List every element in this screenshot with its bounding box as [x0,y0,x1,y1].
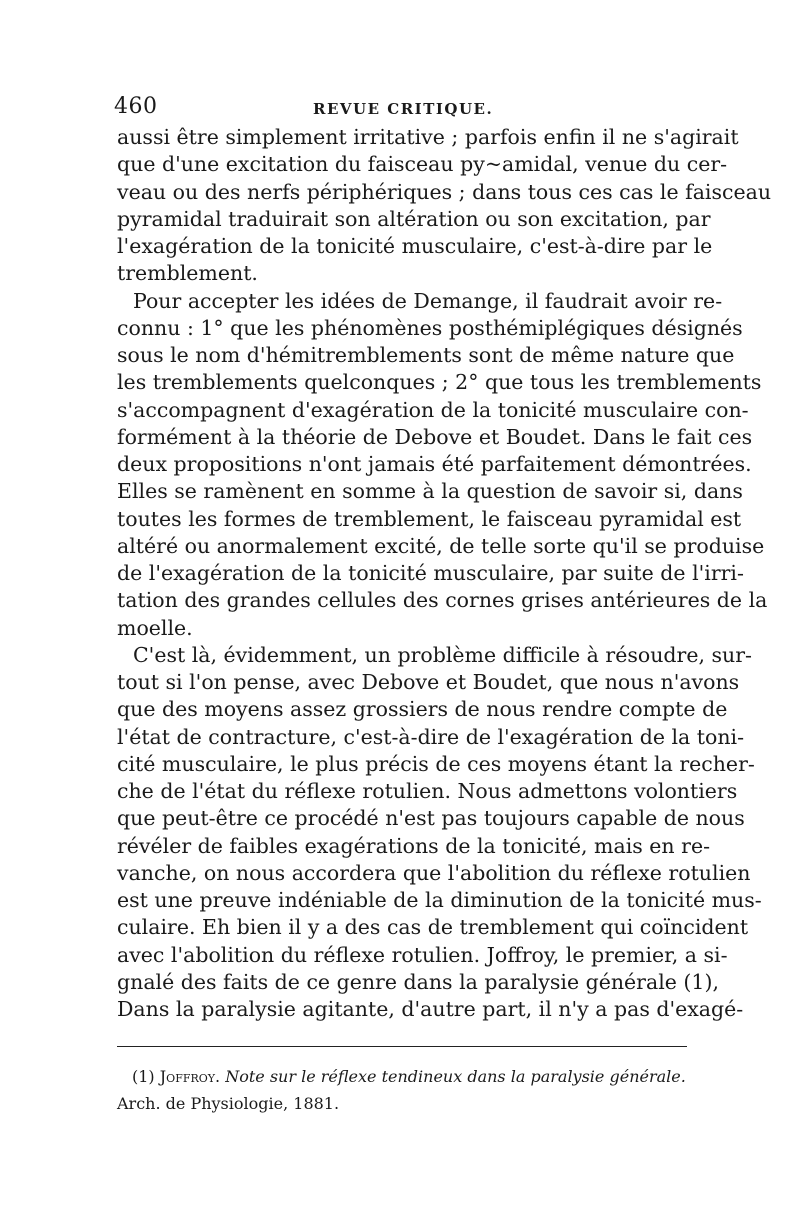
text-line: que des moyens assez grossiers de nous rendre compte de [117,697,728,722]
text-line: vanche, on nous accordera que l'abolition du réflexe rotulien [117,860,751,885]
footnote-title: Note sur le réflexe tendineux dans la paralysie générale. [225,1067,686,1086]
text-line: veau ou des nerfs périphériques ; dans tous ces cas le faisceau [117,179,772,204]
running-head: REVUE CRITIQUE. [313,100,494,118]
text-line: tout si l'on pense, avec Debove et Boudet, que nous n'avons [117,670,740,694]
text-line: sous le nom d'hémitremblements sont de même nature que [117,343,735,367]
footnote-source: Arch. de Physiologie, 1881. [117,1094,340,1113]
text-line: tremblement. [117,261,258,286]
text-line: que peut-être ce procédé n'est pas toujours capable de nous [117,806,745,831]
footnote [117,1063,687,1117]
text-line: deux propositions n'ont jamais été parfaitement démontrées. [117,452,752,476]
text-line: toutes les formes de tremblement, le faisceau pyramidal est [117,506,742,531]
footnote-author: Joffroy. [159,1067,221,1086]
text-line: connu : 1° que les phénomènes posthémiplégiques désignés [117,315,743,340]
text-line: altéré ou anormalement excité, de telle sorte qu'il se produise [117,533,765,558]
text-line: que d'une excitation du faisceau py~amidal, venue du cer- [117,152,728,177]
text-line: s'accompagnent d'exagération de la tonicité musculaire con- [117,397,749,422]
footnote-marker: (1) [132,1067,155,1086]
body-text [117,124,772,1023]
text-line: cité musculaire, le plus précis de ces moyens étant la recher- [117,751,755,776]
text-line: che de l'état du réflexe rotulien. Nous admettons volontiers [117,779,738,803]
text-line: avec l'abolition du réflexe rotulien. Joffroy, le premier, a si- [117,942,728,967]
text-line: l'état de contracture, c'est-à-dire de l'exagération de la toni- [117,724,745,749]
text-line: formément à la théorie de Debove et Boudet. Dans le fait ces [117,424,753,449]
text-line: est une preuve indéniable de la diminution de la tonicité mus- [117,888,762,912]
text-line: les tremblements quelconques ; 2° que tous les tremblements [117,370,762,395]
text-line: l'exagération de la tonicité musculaire, c'est-à-dire par le [117,234,713,258]
text-line: culaire. Eh bien il y a des cas de tremblement qui coïncident [117,915,749,940]
footnote-rule [117,1046,687,1047]
page-number: 460 [114,94,158,119]
text-line: C'est là, évidemment, un problème difficile à résoudre, sur- [133,642,752,667]
text-line: Pour accepter les idées de Demange, il faudrait avoir re- [133,288,723,313]
text-line: révéler de faibles exagérations de la tonicité, mais en re- [117,833,711,858]
text-line: gnalé des faits de ce genre dans la paralysie générale (1), [117,969,719,994]
text-line: Dans la paralysie agitante, d'autre part, il n'y a pas d'exagé- [117,997,744,1021]
text-line: de l'exagération de la tonicité musculaire, par suite de l'irri- [117,561,744,585]
text-line: moelle. [117,615,193,640]
text-line: Elles se ramènent en somme à la question de savoir si, dans [117,479,743,504]
text-line: pyramidal traduirait son altération ou son excitation, par [117,206,711,231]
text-line: tation des grandes cellules des cornes grises antérieures de la [117,588,768,613]
text-line: aussi être simplement irritative ; parfois enfin il ne s'agirait [117,125,739,149]
